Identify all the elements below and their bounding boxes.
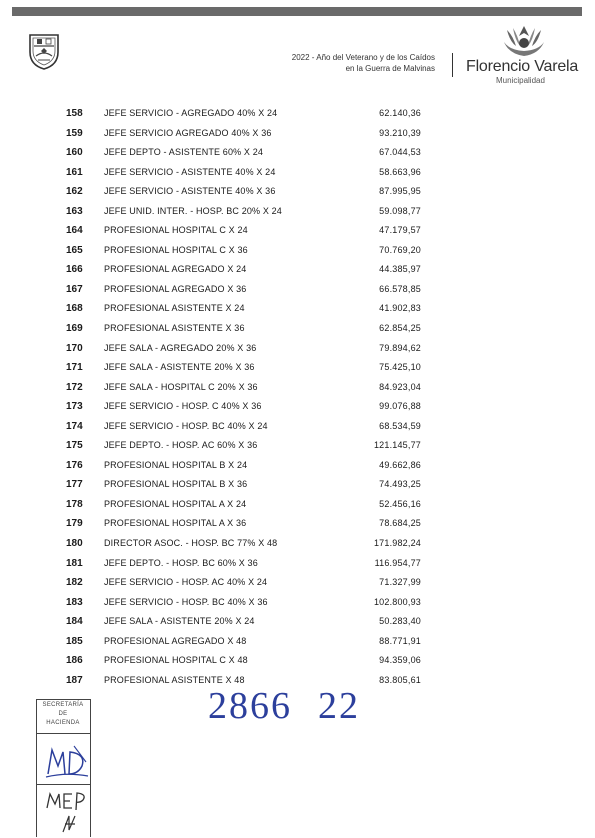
row-description: JEFE SERVICIO - ASISTENTE 40% X 36	[104, 186, 276, 197]
row-number: 177	[66, 479, 83, 491]
row-number: 161	[66, 166, 83, 178]
row-description: PROFESIONAL HOSPITAL C X 36	[104, 244, 248, 255]
row-amount: 70.769,20	[379, 244, 421, 255]
table-row	[0, 184, 595, 204]
row-number: 176	[66, 459, 83, 471]
row-number: 185	[66, 635, 83, 647]
row-number: 158	[66, 108, 83, 119]
table-row	[0, 380, 595, 400]
row-description: PROFESIONAL HOSPITAL B X 24	[104, 459, 248, 470]
row-number: 186	[66, 655, 83, 667]
row-description: JEFE SERVICIO AGREGADO 40% X 36	[104, 127, 272, 138]
table-row	[0, 301, 595, 321]
table-row	[0, 145, 595, 165]
row-amount: 102.800,93	[373, 596, 421, 607]
row-number: 165	[66, 244, 83, 256]
municipality-logo-icon	[499, 24, 549, 58]
table-row	[0, 399, 595, 419]
table-row	[0, 419, 595, 439]
row-amount: 94.359,06	[379, 655, 421, 666]
table-row	[0, 262, 595, 282]
table-row	[0, 477, 595, 497]
row-amount: 49.662,86	[379, 459, 421, 470]
row-amount: 121.145,77	[373, 440, 421, 451]
row-description: JEFE SALA - ASISTENTE 20% X 36	[104, 362, 255, 373]
row-amount: 74.493,25	[379, 479, 421, 490]
row-number: 183	[66, 596, 83, 608]
table-row	[0, 106, 595, 126]
row-number: 167	[66, 283, 83, 295]
row-amount: 71.327,99	[379, 577, 421, 588]
brand-name: Florencio Varela	[466, 58, 579, 75]
stamp-number: 2866	[208, 685, 292, 727]
scan-edge-bar	[12, 7, 582, 16]
row-number: 181	[66, 557, 83, 569]
row-number: 163	[66, 205, 83, 217]
table-row	[0, 243, 595, 263]
row-amount: 50.283,40	[379, 616, 421, 627]
table-row	[0, 497, 595, 517]
table-row	[0, 536, 595, 556]
table-row	[0, 223, 595, 243]
row-number: 169	[66, 323, 83, 335]
table-row	[0, 165, 595, 185]
row-description: PROFESIONAL ASISTENTE X 24	[104, 303, 245, 314]
row-description: JEFE SERVICIO - HOSP. BC 40% X 24	[104, 420, 268, 431]
row-description: JEFE SERVICIO - ASISTENTE 40% X 24	[104, 166, 276, 177]
row-number: 160	[66, 147, 83, 159]
row-description: PROFESIONAL AGREGADO X 36	[104, 283, 247, 294]
row-amount: 83.805,61	[379, 674, 421, 685]
row-number: 171	[66, 362, 83, 374]
seal-divider-1	[36, 733, 90, 734]
table-row	[0, 458, 595, 478]
handwritten-initials-mep	[45, 788, 91, 834]
table-row	[0, 360, 595, 380]
row-description: PROFESIONAL AGREGADO X 48	[104, 635, 247, 646]
row-amount: 52.456,16	[379, 498, 421, 509]
row-number: 159	[66, 127, 83, 139]
row-amount: 75.425,10	[379, 362, 421, 373]
row-description: JEFE SALA - ASISTENTE 20% X 24	[104, 616, 255, 627]
row-description: PROFESIONAL HOSPITAL B X 36	[104, 479, 248, 490]
seal-line-1: SECRETARÍA	[42, 702, 84, 708]
table-row	[0, 653, 595, 673]
table-row	[0, 556, 595, 576]
row-number: 178	[66, 498, 83, 510]
row-description: JEFE SERVICIO - HOSP. AC 40% X 24	[104, 577, 268, 588]
seal-divider-2	[36, 784, 90, 785]
row-description: JEFE DEPTO - ASISTENTE 60% X 24	[104, 147, 264, 158]
row-description: JEFE SALA - AGREGADO 20% X 36	[104, 342, 257, 353]
table-row	[0, 634, 595, 654]
table-row	[0, 575, 595, 595]
row-amount: 93.210,39	[379, 127, 421, 138]
row-amount: 68.534,59	[379, 420, 421, 431]
seal-line-3: HACIENDA	[46, 720, 80, 726]
table-row	[0, 321, 595, 341]
row-amount: 171.982,24	[373, 538, 421, 549]
row-description: PROFESIONAL AGREGADO X 24	[104, 264, 247, 275]
seal-text	[39, 701, 87, 728]
motto-line-2: en la Guerra de Malvinas	[345, 64, 435, 73]
stamped-number	[208, 684, 360, 728]
row-amount: 79.894,62	[379, 342, 421, 353]
salary-table	[0, 106, 595, 692]
row-number: 164	[66, 225, 83, 237]
row-amount: 47.179,57	[379, 225, 421, 236]
table-row	[0, 204, 595, 224]
row-description: PROFESIONAL HOSPITAL C X 24	[104, 225, 248, 236]
table-row	[0, 438, 595, 458]
row-amount: 78.684,25	[379, 518, 421, 529]
row-amount: 67.044,53	[379, 147, 421, 158]
row-number: 175	[66, 440, 83, 452]
row-description: PROFESIONAL HOSPITAL A X 36	[104, 518, 247, 529]
row-description: JEFE SALA - HOSPITAL C 20% X 36	[104, 381, 258, 392]
row-number: 184	[66, 616, 83, 628]
row-amount: 116.954,77	[374, 557, 421, 568]
row-amount: 44.385,97	[379, 264, 421, 275]
row-amount: 66.578,85	[379, 283, 421, 294]
table-row	[0, 282, 595, 302]
motto-line-1: 2022 - Año del Veterano y de los Caídos	[291, 53, 435, 62]
row-description: JEFE UNID. INTER. - HOSP. BC 20% X 24	[104, 205, 282, 216]
seal-top-line	[36, 699, 90, 700]
handwritten-initials-md	[44, 744, 90, 780]
row-amount: 62.140,36	[379, 108, 421, 118]
row-amount: 62.854,25	[379, 323, 421, 334]
table-row	[0, 341, 595, 361]
row-description: JEFE SERVICIO - HOSP. C 40% X 36	[104, 401, 262, 412]
table-row	[0, 595, 595, 615]
row-description: JEFE DEPTO. - HOSP. BC 60% X 36	[104, 557, 258, 568]
row-number: 179	[66, 518, 83, 530]
header-divider	[452, 53, 453, 77]
row-amount: 87.995,95	[379, 186, 421, 197]
row-number: 162	[66, 186, 83, 198]
table-row	[0, 614, 595, 634]
table-row	[0, 126, 595, 146]
row-amount: 84.923,04	[379, 381, 421, 392]
row-amount: 99.076,88	[379, 401, 421, 412]
table-row	[0, 516, 595, 536]
row-description: JEFE SERVICIO - HOSP. BC 40% X 36	[104, 596, 268, 607]
row-number: 187	[66, 674, 83, 686]
row-number: 166	[66, 264, 83, 276]
row-amount: 59.098,77	[379, 205, 421, 216]
row-amount: 41.902,83	[379, 303, 421, 314]
seal-line-2: DE	[58, 711, 68, 717]
row-description: PROFESIONAL HOSPITAL A X 24	[104, 498, 247, 509]
row-description: PROFESIONAL HOSPITAL C X 48	[104, 655, 248, 666]
row-number: 172	[66, 381, 83, 393]
row-description: DIRECTOR ASOC. - HOSP. BC 77% X 48	[104, 538, 278, 549]
row-amount: 88.771,91	[379, 635, 421, 646]
brand-subtitle: Municipalidad	[496, 76, 545, 85]
year-motto	[292, 52, 435, 74]
row-description: PROFESIONAL ASISTENTE X 36	[104, 323, 245, 334]
row-number: 180	[66, 538, 83, 550]
row-amount: 58.663,96	[379, 166, 421, 177]
row-number: 182	[66, 577, 83, 589]
coat-of-arms-icon	[28, 32, 60, 70]
row-description: JEFE SERVICIO - AGREGADO 40% X 24	[104, 108, 278, 118]
row-description: JEFE DEPTO. - HOSP. AC 60% X 36	[104, 440, 258, 451]
row-number: 174	[66, 420, 83, 432]
row-number: 170	[66, 342, 83, 354]
row-number: 168	[66, 303, 83, 315]
stamp-year: 22	[318, 685, 360, 727]
row-number: 173	[66, 401, 83, 413]
row-description: PROFESIONAL ASISTENTE X 48	[104, 674, 245, 685]
